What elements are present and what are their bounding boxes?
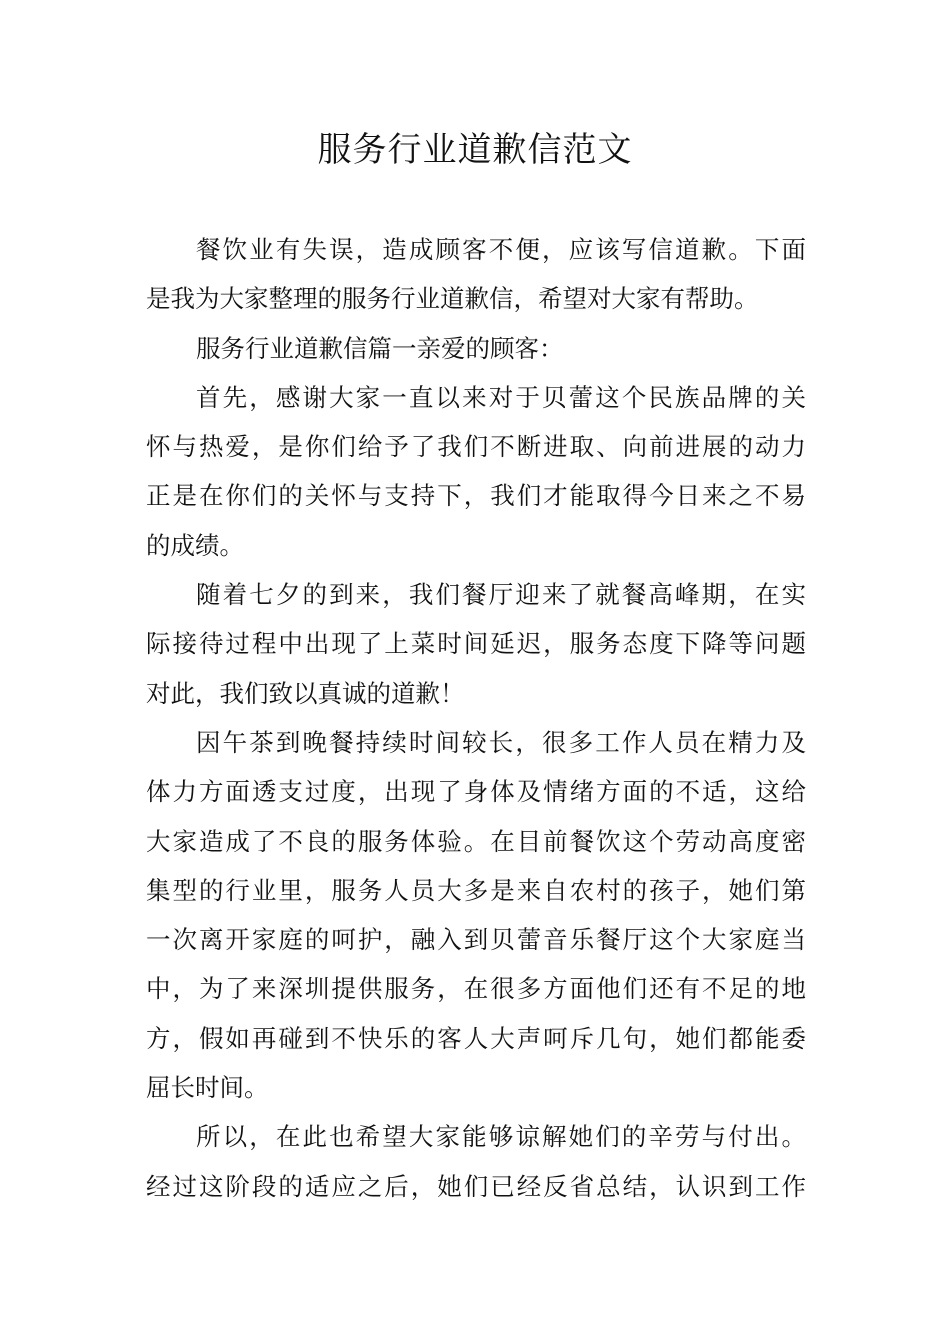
text-line: 是我为大家整理的服务行业道歉信，希望对大家有帮助。 <box>146 284 759 314</box>
text-line: 经过这阶段的适应之后，她们已经反省总结，认识到工作 <box>146 1171 806 1201</box>
text-line: 集型的行业里，服务人员大多是来自农村的孩子，她们第 <box>146 875 806 905</box>
text-line: 体力方面透支过度，出现了身体及情绪方面的不适，这给 <box>146 777 806 807</box>
text-line: 屈长时间。 <box>146 1073 269 1103</box>
text-line: 随着七夕的到来，我们餐厅迎来了就餐高峰期，在实 <box>196 580 806 610</box>
text-line: 一次离开家庭的呵护，融入到贝蕾音乐餐厅这个大家庭当 <box>146 925 806 955</box>
text-line: 所以，在此也希望大家能够谅解她们的辛劳与付出。 <box>196 1122 806 1152</box>
text-line: 正是在你们的关怀与支持下，我们才能取得今日来之不易 <box>146 481 806 511</box>
text-line: 怀与热爱，是你们给予了我们不断进取、向前进展的动力 <box>146 432 806 462</box>
text-line: 际接待过程中出现了上菜时间延迟，服务态度下降等问题 <box>146 629 806 659</box>
document-title: 服务行业道歉信范文 <box>317 130 633 170</box>
text-line: 餐饮业有失误，造成顾客不便，应该写信道歉。下面 <box>196 235 806 264</box>
text-line: 服务行业道歉信篇一亲爱的顾客： <box>196 333 564 363</box>
text-line: 因午茶到晚餐持续时间较长，很多工作人员在精力及 <box>196 727 806 757</box>
text-line: 方，假如再碰到不快乐的客人大声呵斥几句，她们都能委 <box>146 1023 806 1053</box>
text-line: 大家造成了不良的服务体验。在目前餐饮这个劳动高度密 <box>146 826 806 856</box>
text-line: 首先，感谢大家一直以来对于贝蕾这个民族品牌的关 <box>196 382 806 412</box>
document-body <box>146 225 806 1211</box>
text-line: 中，为了来深圳提供服务，在很多方面他们还有不足的地 <box>146 974 806 1004</box>
text-line: 对此，我们致以真诚的道歉！ <box>146 678 465 708</box>
text-line: 的成绩。 <box>146 530 244 560</box>
